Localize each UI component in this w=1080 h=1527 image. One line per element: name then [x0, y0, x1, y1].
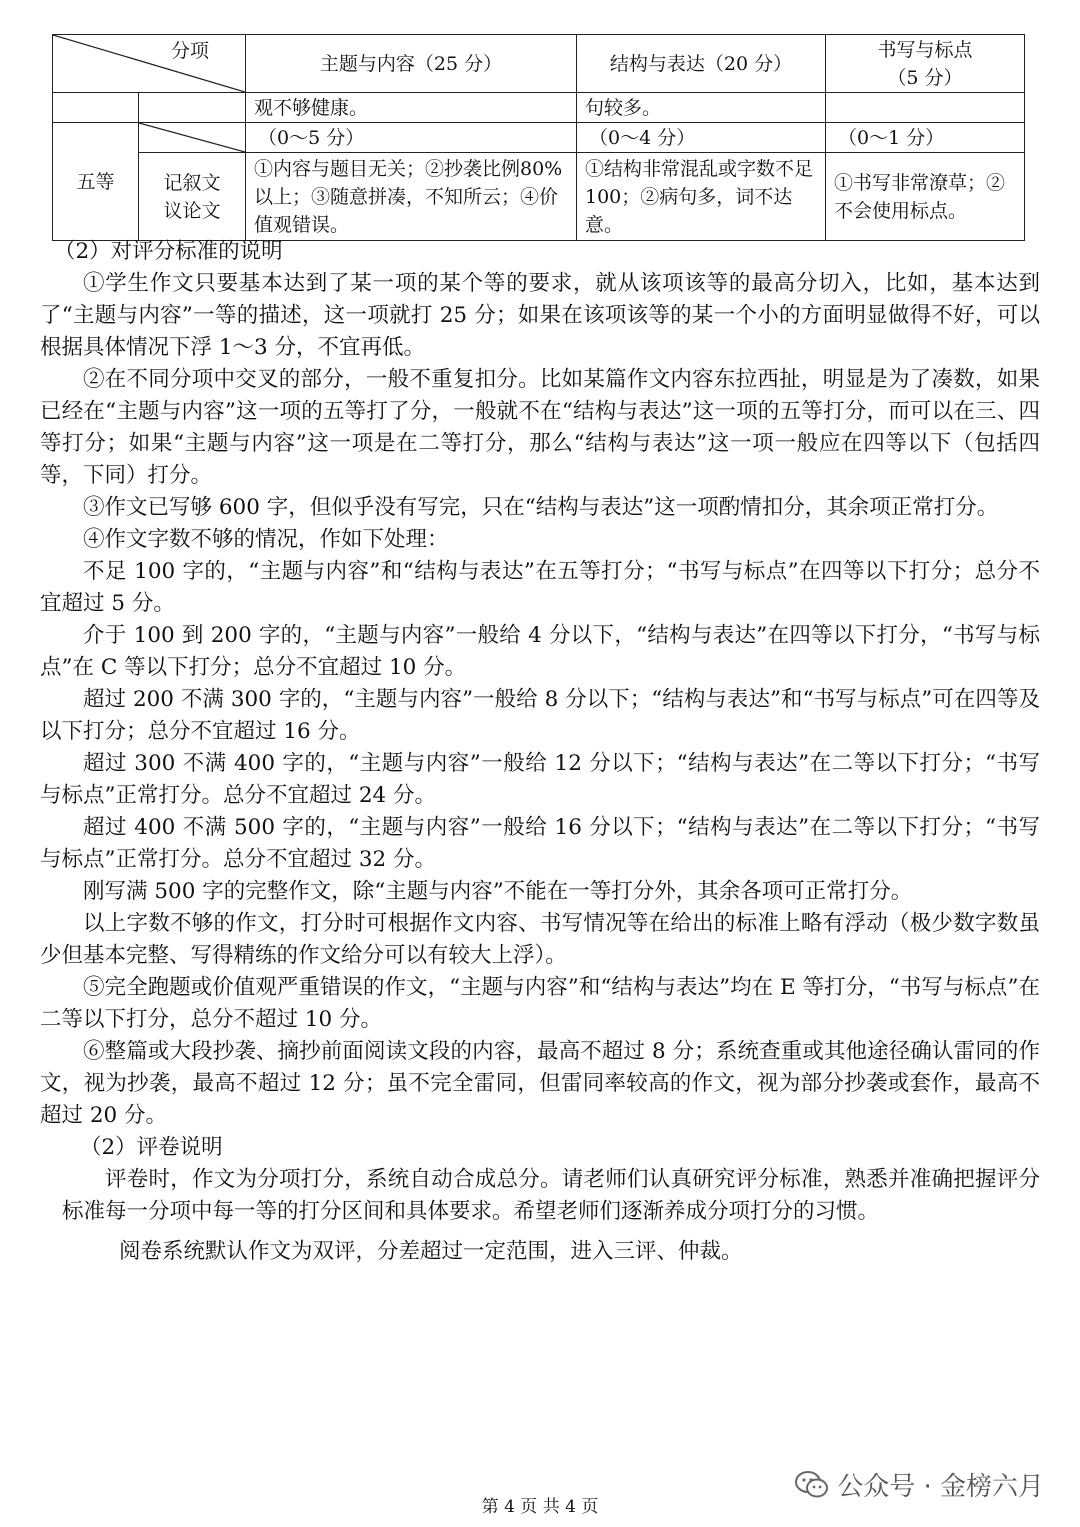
header-corner-cell	[53, 35, 246, 93]
header-col-writing-line1: 书写与标点	[877, 38, 973, 61]
paragraph-3: ③作文已写够 600 字，但似乎没有写完，只在“结构与表达”这一项酌情扣分，其余项正常打分。	[83, 495, 999, 520]
paragraph-5: 不足 100 字的，“主题与内容”和“结构与表达”在五等打分；“书写与标点”在四等以下打分；总分不宜超过 5 分。	[40, 559, 1040, 616]
cell-empty	[139, 93, 246, 123]
cell-writing-cont	[826, 93, 1025, 123]
document-body	[40, 236, 1040, 1268]
range-corner-cell	[139, 123, 246, 153]
page-footer: 第 4 页 共 4 页	[481, 1497, 599, 1517]
range-theme: （0～5 分）	[246, 123, 577, 153]
genre-narrative: 记叙文	[163, 171, 221, 194]
paragraph-13: ⑥整篇或大段抄袭、摘抄前面阅读文段的内容，最高不超过 8 分；系统查重或其他途径确认雷同的作文，视为抄袭，最高不超过 12 分；虽不完全雷同，但雷同率较高的作文，视为部分抄袭或套作，最高不超过 20 分。	[40, 1039, 1040, 1128]
paragraph-10: 刚写满 500 字的完整作文，除“主题与内容”不能在一等打分外，其余各项可正常打分。	[83, 879, 913, 904]
header-corner-label: 分项	[171, 40, 210, 62]
header-col-structure: 结构与表达（20 分）	[577, 35, 826, 93]
header-col-writing-line2: （5 分）	[887, 66, 963, 89]
table-row-grade5-range	[53, 123, 1025, 153]
paragraph-6: 介于 100 到 200 字的，“主题与内容”一般给 4 分以下，“结构与表达”在四等以下打分，“书写与标点”在 C 等以下打分；总分不宜超过 10 分。	[40, 623, 1040, 680]
paragraph-8: 超过 300 不满 400 字的，“主题与内容”一般给 12 分以下；“结构与表达”在二等以下打分；“书写与标点”正常打分。总分不宜超过 24 分。	[40, 751, 1040, 808]
header-col-theme: 主题与内容（25 分）	[246, 35, 577, 93]
table-row-continued	[53, 93, 1025, 123]
desc-structure: ①结构非常混乱或字数不足 100；②病句多，词不达意。	[577, 153, 826, 241]
cell-structure-cont: 句较多。	[577, 93, 826, 123]
table-header-row	[53, 35, 1025, 93]
diagonal-line	[139, 123, 245, 152]
paragraph-14: 评卷时，作文为分项打分，系统自动合成总分。请老师们认真研究评分标准，熟悉并准确把握评分标准每一分项中每一等的打分区间和具体要求。希望老师们逐渐养成分项打分的习惯。	[62, 1167, 1040, 1224]
range-writing: （0～1 分）	[826, 123, 1025, 153]
grade-label: 五等	[53, 123, 139, 241]
paragraph-7: 超过 200 不满 300 字的，“主题与内容”一般给 8 分以下；“结构与表达”和“书写与标点”可在四等及以下打分；总分不宜超过 16 分。	[40, 687, 1040, 744]
paragraph-12: ⑤完全跑题或价值观严重错误的作文，“主题与内容”和“结构与表达”均在 E 等打分，“书写与标点”在二等以下打分，总分不超过 10 分。	[40, 975, 1040, 1032]
paragraph-15: 阅卷系统默认作文为双评，分差超过一定范围，进入三评、仲裁。	[119, 1239, 743, 1264]
paragraph-11: 以上字数不够的作文，打分时可根据作文内容、书写情况等在给出的标准上略有浮动（极少数字数虽少但基本完整、写得精练的作文给分可以有较大上浮）。	[40, 911, 1040, 968]
watermark-text: 公众号 · 金榜六月	[837, 1472, 1044, 1502]
genre-cell	[139, 153, 246, 241]
diagonal-line	[53, 35, 245, 92]
cell-theme-cont: 观不够健康。	[246, 93, 577, 123]
paragraph-1: ①学生作文只要基本达到了某一项的某个等的要求，就从该项该等的最高分切入，比如，基本达到了“主题与内容”一等的描述，这一项就打 25 分；如果在该项该等的某一个小的方面明显做得不好，可以根据具体情况下浮 1～3 分，不宜再低。	[40, 271, 1040, 360]
paragraph-2: ②在不同分项中交叉的部分，一般不重复扣分。比如某篇作文内容东拉西扯，明显是为了凑数，如果已经在“主题与内容”这一项的五等打了分，一般就不在“结构与表达”这一项的五等打分，而可以在三、四等打分；如果“主题与内容”这一项是在二等打分，那么“结构与表达”这一项一般应在四等以下（包括四等，下同）打分。	[40, 367, 1040, 488]
cell-empty	[53, 93, 139, 123]
desc-writing: ①书写非常潦草；②不会使用标点。	[826, 153, 1025, 241]
table-row-grade5-desc	[53, 153, 1025, 241]
paragraph-4: ④作文字数不够的情况，作如下处理：	[83, 527, 449, 552]
scoring-table	[52, 34, 1025, 241]
range-structure: （0～4 分）	[577, 123, 826, 153]
desc-theme: ①内容与题目无关；②抄袭比例80%以上；③随意拼凑，不知所云；④价值观错误。	[246, 153, 577, 241]
notes-title: （2）对评分标准的说明	[54, 239, 283, 264]
review-title: （2）评卷说明	[80, 1135, 223, 1160]
header-col-writing	[826, 35, 1025, 93]
paragraph-9: 超过 400 不满 500 字的，“主题与内容”一般给 16 分以下；“结构与表达”在二等以下打分；“书写与标点”正常打分。总分不宜超过 32 分。	[40, 815, 1040, 872]
genre-argument: 议论文	[163, 199, 221, 222]
